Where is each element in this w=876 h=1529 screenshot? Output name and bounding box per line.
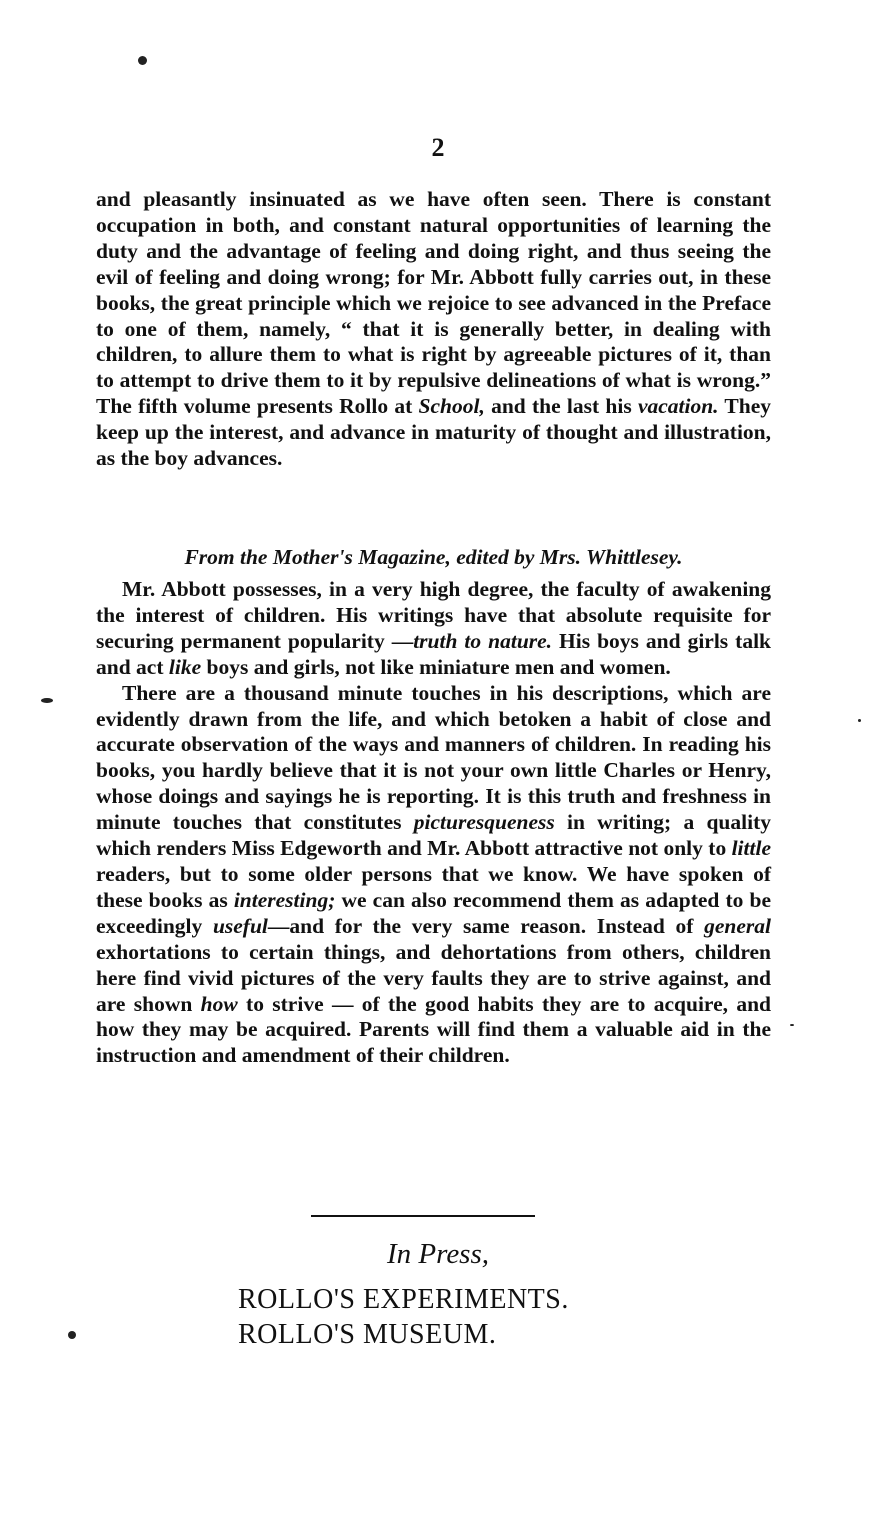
review-paragraph-1 [96, 187, 771, 472]
italic-school: School, [418, 394, 485, 419]
ink-speck-mark [790, 1024, 794, 1026]
italic-useful: useful [212, 913, 268, 938]
italic-how: how [200, 991, 238, 1016]
divider-rule [311, 1215, 535, 1217]
title-rollos-experiments: ROLLO'S EXPERIMENTS. [238, 1284, 569, 1315]
ink-speck-mark [68, 1331, 76, 1339]
text-run: —and for the very same reason. Instead of [267, 913, 705, 938]
text-run: we can also recommend them as adapted to be exceedingly [96, 887, 771, 938]
text-run: His boys and girls talk and act [96, 628, 772, 679]
text-run: Mr. Abbott possesses, in a very high degree, the faculty of awakening the interest of children. His writings have that absolute requisite for securing permanent popularity — [96, 577, 771, 653]
forthcoming-titles [238, 1282, 569, 1352]
paragraph-3 [96, 681, 771, 1070]
italic-general: general [704, 913, 771, 938]
paragraph-2 [96, 577, 771, 681]
ink-speck-mark [41, 698, 53, 703]
italic-vacation: vacation. [637, 394, 719, 419]
in-press-heading: In Press, [386, 1238, 490, 1270]
italic-interesting: interesting; [233, 887, 336, 912]
page-number: 2 [431, 133, 445, 162]
italic-little: little [731, 836, 771, 861]
italic-picturesqueness: picturesqueness [413, 810, 555, 835]
text-run: to strive — of the good habits they are to acquire, and how they may be acquired. Parents will find them a valuable aid in the instruction and amendment of their children. [96, 991, 771, 1068]
text-run: and the last his [484, 394, 638, 419]
ink-speck-mark [138, 56, 147, 65]
italic-truth-to-nature: truth to nature. [413, 628, 553, 653]
ink-speck-mark [858, 719, 861, 722]
source-heading: From the Mother's Magazine, edited by Mrs. Whittlesey. [184, 545, 683, 569]
text-run: There are a thousand minute touches in his descriptions, which are evidently drawn from the life, and which betoken a habit of close and accurate observation of the ways and manners of children. In reading his books, you hardly believe that it is not your own little Charles or Henry, whose doings and sayings he is reporting. It is this truth and freshness in minute touches that constitutes [96, 680, 771, 835]
text-run: exhortations to certain things, and dehortations from others, children here find vivid pictures of the very faults they are to strive against, and are shown [96, 939, 771, 1016]
text-run: in writing; a quality which renders Miss Edgeworth and Mr. Abbott attractive not only to [96, 810, 771, 861]
paragraph-text [96, 187, 771, 472]
review-paragraphs-2 [96, 577, 771, 1069]
text-run: and pleasantly insinuated as we have often seen. There is constant occupation in both, and constant natural opportunities of learning the duty and the advantage of feeling and doing right, and thus seeing the evil of feeling and doing wrong; for Mr. Abbott fully carries out, in these books, the great principle which we rejoice to see advanced in the Preface to one of them, namely, “ that it is generally better, in dealing with children, to allure them to what is right by agreeable pictures of it, than to attempt to drive them to it by repulsive delineations of what is wrong.” The fifth volume presents Rollo at [96, 187, 771, 419]
text-run: They keep up the interest, and advance in maturity of thought and illustration, as the boy advances. [96, 394, 772, 471]
italic-like: like [168, 654, 202, 679]
text-run: boys and girls, not like miniature men and women. [201, 654, 671, 679]
text-run: readers, but to some older persons that we know. We have spoken of these books as [96, 861, 771, 912]
title-rollos-museum: ROLLO'S MUSEUM. [238, 1319, 497, 1350]
